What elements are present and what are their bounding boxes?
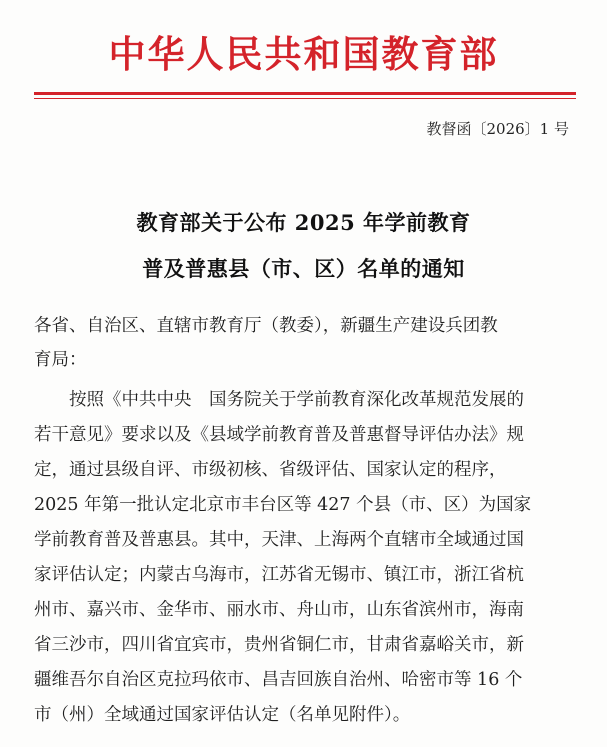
ministry-header: 中华人民共和国教育部 — [108, 32, 499, 76]
header-rule-thick — [34, 92, 576, 95]
addressee-line: 各省、自治区、直辖市教育厅（教委），新疆生产建设兵团教 — [34, 316, 498, 336]
body-line: 市（州）全域通过国家评估认定（名单见附件）。 — [34, 705, 411, 725]
addressee-line: 育局： — [34, 350, 87, 370]
body-line: 省三沙市，四川省宜宾市，贵州省铜仁市，甘肃省嘉峪关市，新 — [34, 635, 524, 655]
header-rule-thin — [34, 98, 576, 99]
body-line: 若干意见》要求以及《县域学前教育普及普惠督导评估办法》规 — [34, 425, 524, 445]
document-title-line-1: 教育部关于公布 2025 年学前教育 — [136, 210, 471, 235]
body-line: 定，通过县级自评、市级初核、省级评估、国家认定的程序， — [34, 460, 507, 480]
document-title-line-2: 普及普惠县（市、区）名单的通知 — [142, 256, 465, 281]
body-line: 学前教育普及普惠县。其中，天津、上海两个直辖市全域通过国 — [34, 530, 524, 550]
body-line: 疆维吾尔自治区克拉玛依市、昌吉回族自治州、哈密市等 16 个 — [34, 670, 523, 690]
body-line: 州市、嘉兴市、金华市、丽水市、舟山市，山东省滨州市，海南 — [34, 600, 524, 620]
body-line: 按照《中共中央 国务院关于学前教育深化改革规范发展的 — [34, 390, 524, 410]
document-number: 教督函〔2026〕1 号 — [426, 120, 569, 138]
body-line: 家评估认定；内蒙古乌海市，江苏省无锡市、镇江市，浙江省杭 — [34, 565, 524, 585]
body-line: 2025 年第一批认定北京市丰台区等 427 个县（市、区）为国家 — [34, 495, 532, 515]
